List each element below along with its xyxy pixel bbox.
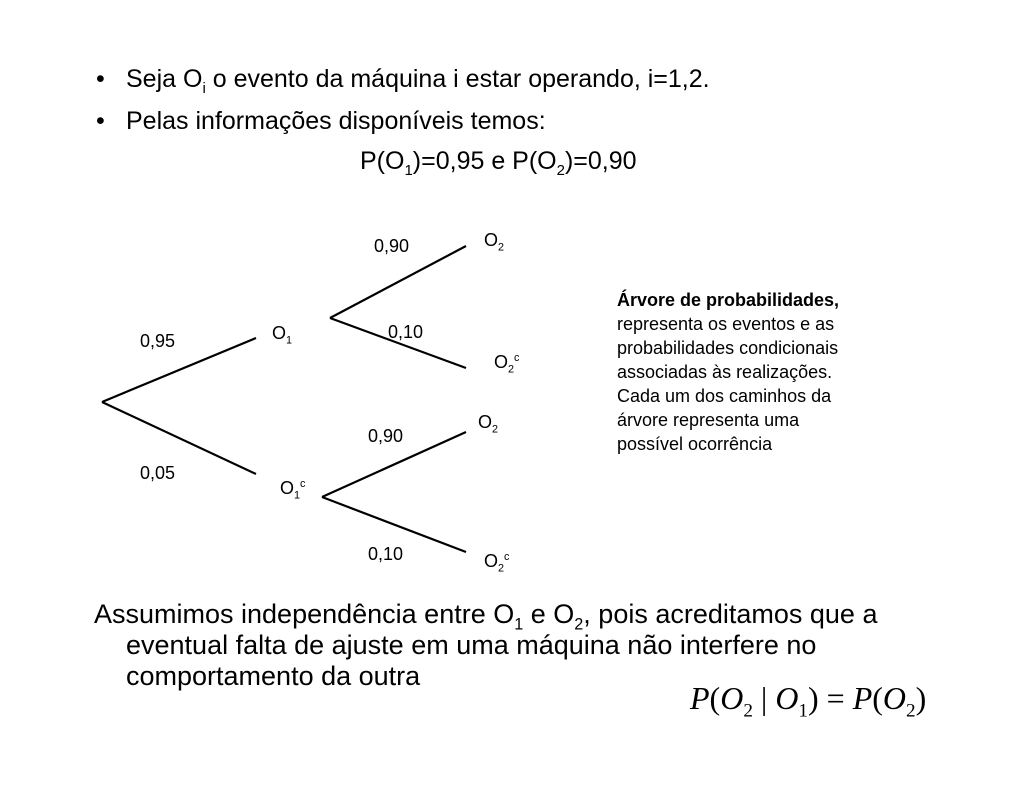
root-lower-prob: 0,05 <box>140 463 176 483</box>
o1-lower-prob: 0,10 <box>388 322 424 342</box>
description-line: associadas às realizações. <box>617 362 833 382</box>
branch-root-o1 <box>102 338 256 402</box>
o1c-lower-prob: 0,10 <box>368 544 404 564</box>
probability-formula: $P(O_1)=0,95$ e $P(O_2)=0,90$ <box>360 147 637 179</box>
leaf-o2c-upper: $O_2^c$ <box>494 352 520 376</box>
assumption-paragraph: Assumimos independência entre $O_1$ e $O_2$, pois acreditamos que a eventual falta de ajuste em uma máquina não interfere no comportamento da outra <box>94 599 878 691</box>
node-o1: $O_1$ <box>272 323 293 347</box>
root-upper-prob: 0,95 <box>140 331 176 351</box>
bullet-item-1: • Seja $O_i$ o evento da máquina i estar operando, i=1,2. <box>96 65 710 97</box>
bullet-symbol: • <box>96 65 105 93</box>
o1-upper-prob: 0,90 <box>374 236 410 256</box>
bullet-symbol: • <box>96 107 105 135</box>
tree-description <box>617 288 839 456</box>
description-line: possível ocorrência <box>617 434 773 454</box>
description-line: representa os eventos e as <box>617 314 835 334</box>
description-title: Árvore de probabilidades, <box>617 290 840 310</box>
independence-equation: $P(O_2$ | $O_1) = P(O_2)$ <box>690 680 927 722</box>
description-line: Cada um dos caminhos da <box>617 386 832 406</box>
leaf-o2-lower: $O_2$ <box>478 412 499 436</box>
node-o1c: $O_1^c$ <box>280 478 306 502</box>
description-line: probabilidades condicionais <box>617 338 839 358</box>
bullet-item-2: • Pelas informações disponíveis temos: <box>96 107 546 135</box>
leaf-o2-upper: $O_2$ <box>484 230 505 254</box>
description-line: árvore representa uma <box>617 410 800 430</box>
leaf-o2c-lower: $O_2^c$ <box>484 551 510 575</box>
o1c-upper-prob: 0,90 <box>368 426 404 446</box>
branch-root-o1c <box>102 402 256 474</box>
